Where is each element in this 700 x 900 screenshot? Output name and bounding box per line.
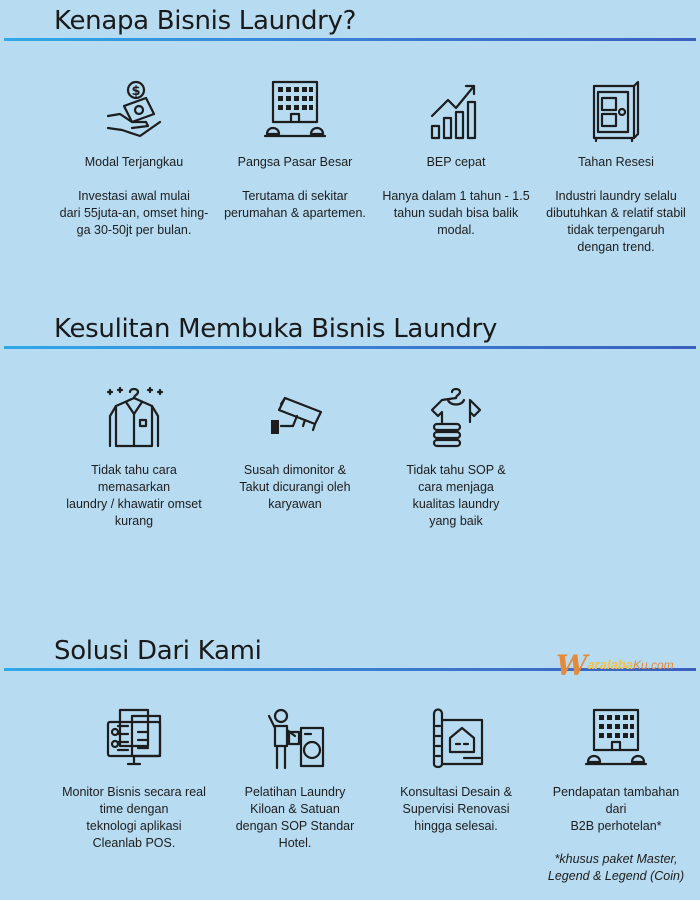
monitor-checklist-icon: [102, 706, 166, 770]
benefit-title: Pangsa Pasar Besar: [237, 155, 353, 169]
solution-description: Monitor Bisnis secara real time dengan teknologi aplikasi Cleanlab POS.: [62, 785, 206, 850]
benefit-recession-proof: [541, 78, 691, 256]
section-title-why-laundry: Kenapa Bisnis Laundry?: [54, 6, 357, 36]
benefit-large-market: [220, 78, 370, 222]
trainer-washer-icon: [263, 706, 327, 770]
money-hand-icon: [102, 78, 166, 142]
section-divider: [4, 346, 696, 349]
section-title-difficulties: Kesulitan Membuka Bisnis Laundry: [54, 314, 498, 344]
blueprint-icon: [424, 706, 488, 770]
benefit-description: Industri laundry selalu dibutuhkan & relatif stabil tidak terpengaruh dengan trend.: [546, 189, 686, 254]
section-divider: [4, 38, 696, 41]
svg-text:$: $: [131, 84, 141, 99]
benefit-title: Tahan Resesi: [578, 155, 654, 169]
shirt-hanger-icon: [102, 386, 166, 450]
benefit-fast-bep: [381, 78, 531, 239]
benefit-description: Investasi awal mulai dari 55juta-an, omset hing- ga 30-50jt per bulan.: [59, 189, 209, 237]
waralabaku-watermark-logo: WaralabaKu.com: [556, 649, 674, 682]
difficulty-description: Susah dimonitor & Takut dicurangi oleh karyawan: [239, 463, 351, 511]
solution-description: Pendapatan tambahan dari B2B perhotelan*: [552, 785, 680, 833]
package-footnote: *khusus paket Master, Legend & Legend (Coin): [547, 852, 685, 883]
folded-clothes-icon: [424, 386, 488, 450]
benefit-affordable-capital: [59, 78, 209, 239]
difficulty-description: Tidak tahu cara memasarkan laundry / khawatir omset kurang: [66, 463, 202, 528]
hotel-icon: [584, 706, 648, 770]
solution-description: Pelatihan Laundry Kiloan & Satuan dengan SOP Standar Hotel.: [235, 785, 355, 850]
solution-training: [220, 706, 370, 852]
solution-b2b-hotel: [541, 706, 691, 885]
growth-chart-icon: [424, 78, 488, 142]
difficulty-description: Tidak tahu SOP & cara menjaga kualitas laundry yang baik: [406, 463, 506, 528]
benefit-title: BEP cepat: [426, 155, 486, 169]
solution-description: Konsultasi Desain & Supervisi Renovasi hingga selesai.: [400, 785, 512, 833]
solution-monitoring: [59, 706, 209, 852]
solution-consulting: [381, 706, 531, 835]
difficulty-marketing: [59, 386, 209, 530]
cctv-camera-icon: [263, 386, 327, 450]
benefit-title: Modal Terjangkau: [84, 155, 184, 169]
safe-icon: [584, 78, 648, 142]
section-title-solutions: Solusi Dari Kami: [54, 636, 262, 666]
difficulty-sop: [381, 386, 531, 530]
difficulty-monitoring: [220, 386, 370, 513]
benefit-description: Terutama di sekitar perumahan & apartemen.: [224, 189, 366, 220]
benefit-description: Hanya dalam 1 tahun - 1.5 tahun sudah bisa balik modal.: [382, 189, 530, 237]
building-icon: [263, 78, 327, 142]
